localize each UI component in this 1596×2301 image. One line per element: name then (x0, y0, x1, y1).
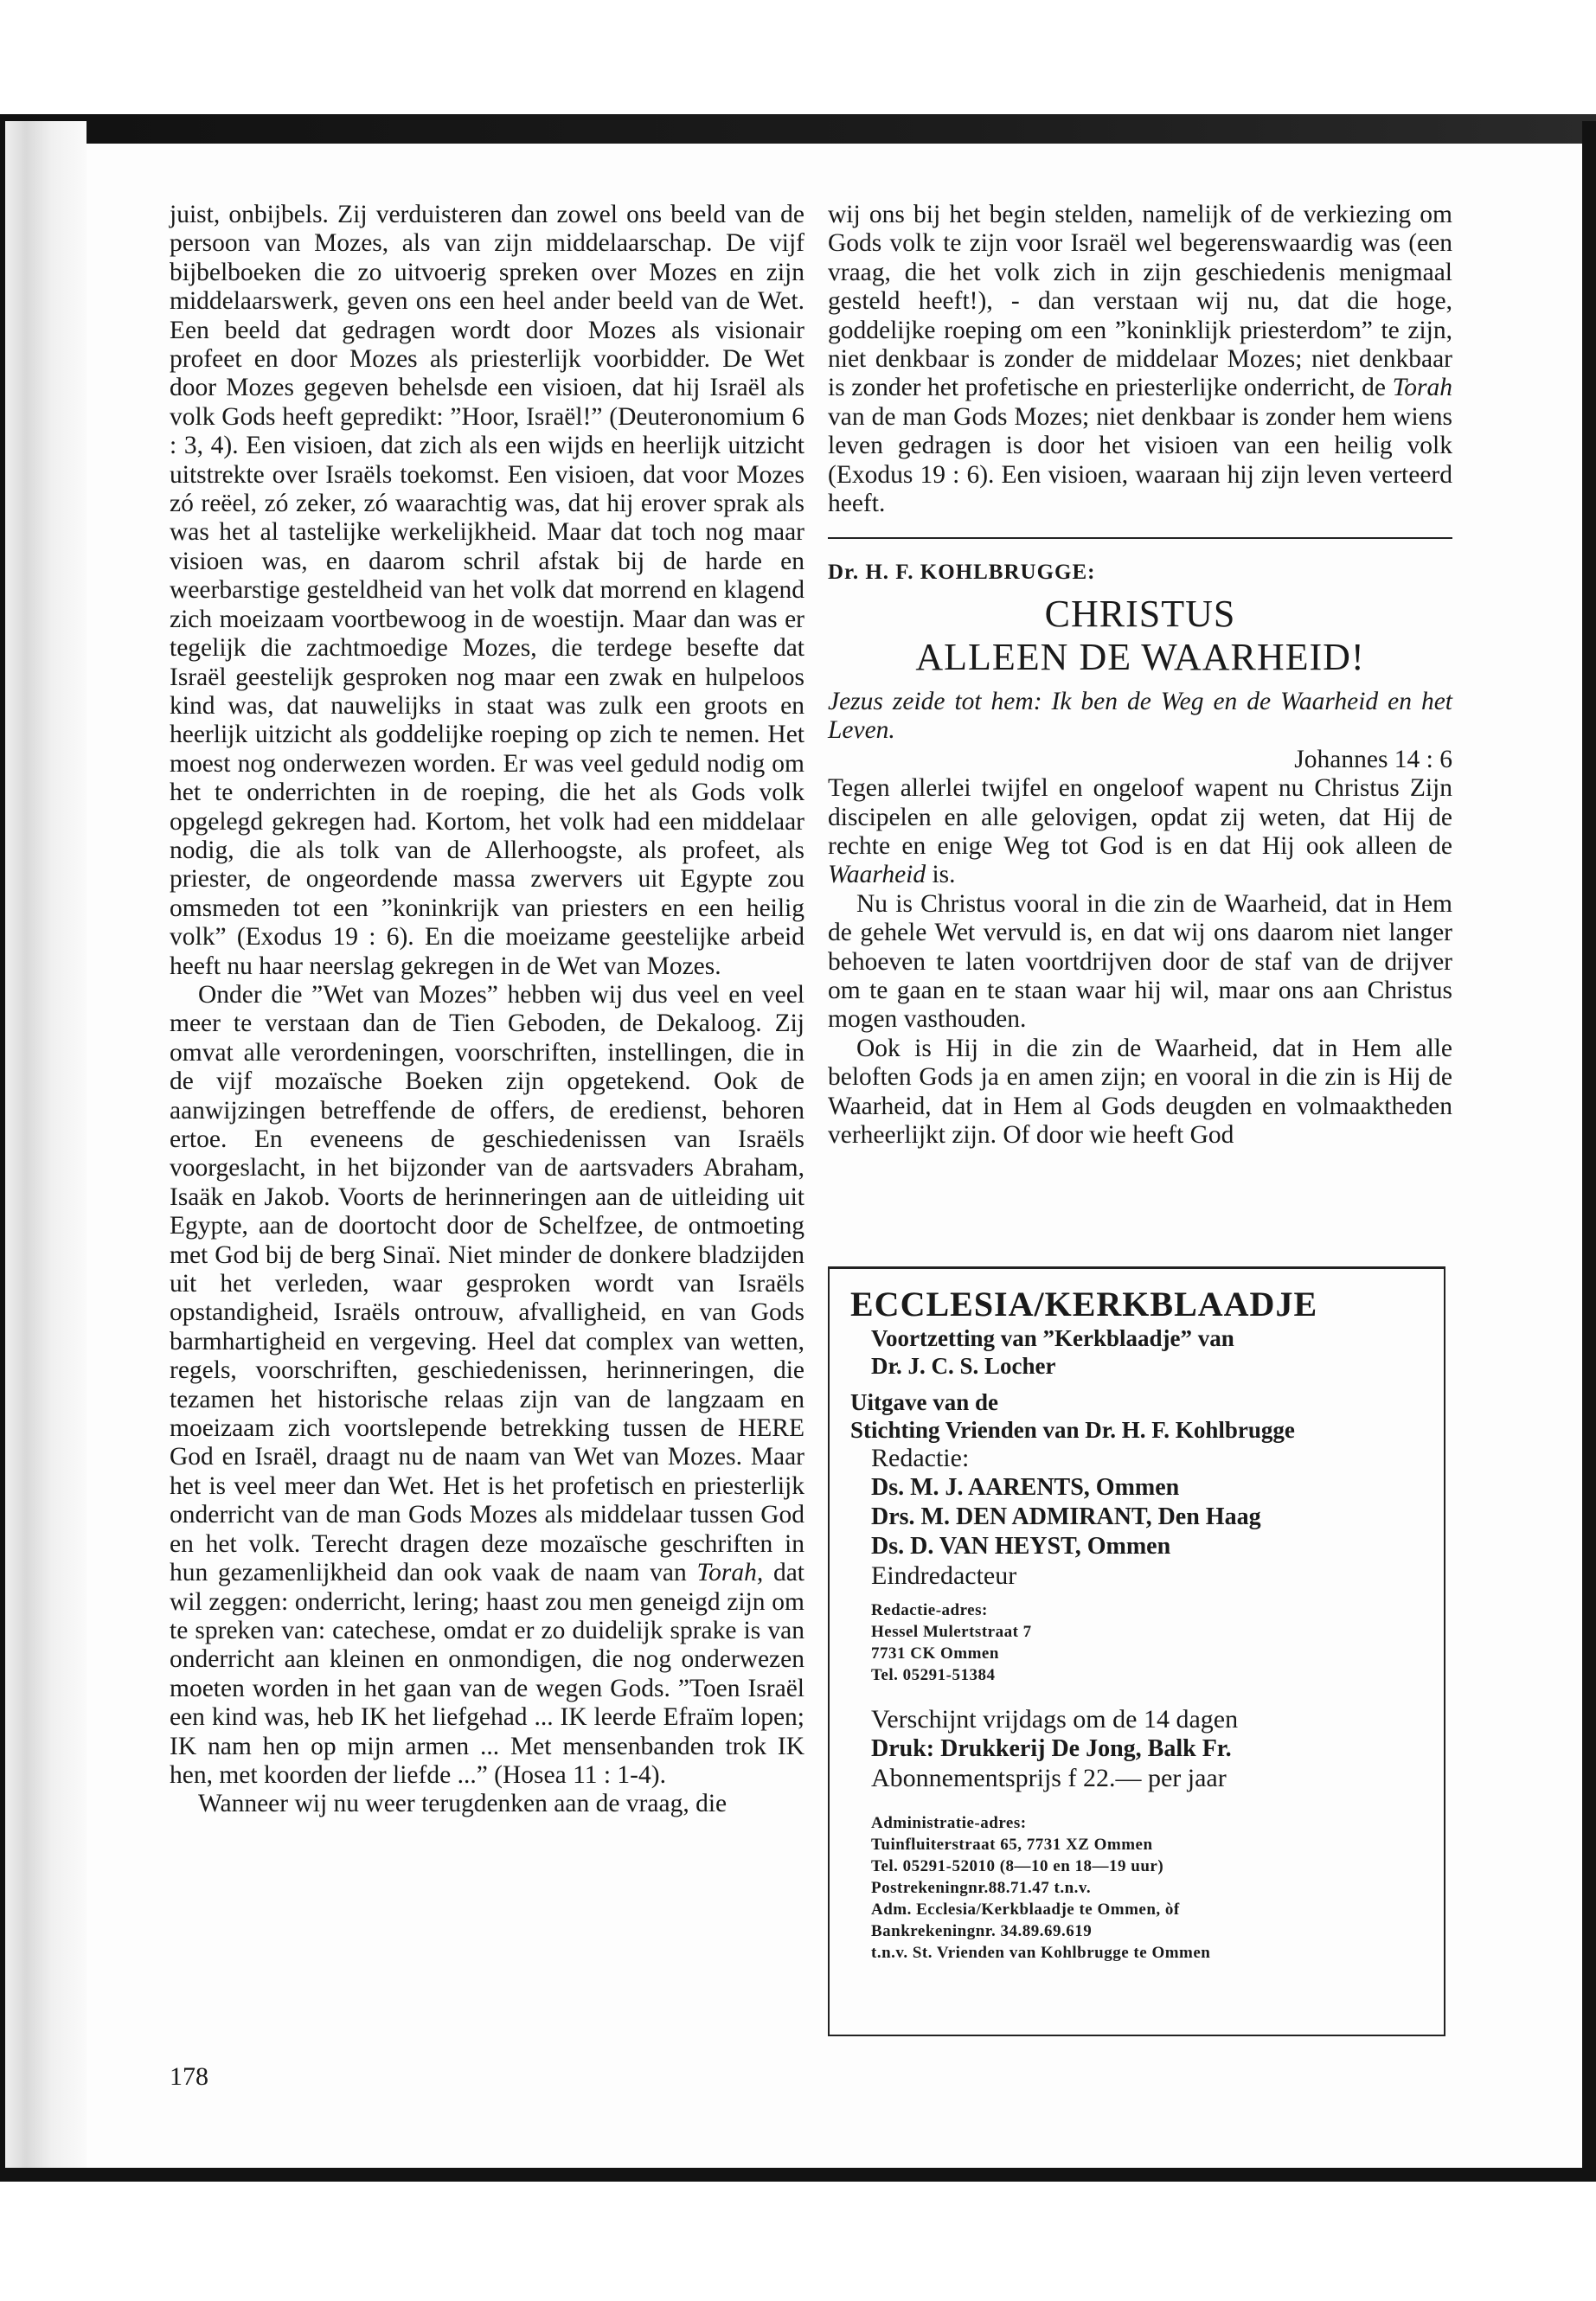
scan-top-border (0, 114, 1596, 144)
article-title (828, 593, 1452, 679)
admin-address-phone: Tel. 05291-52010 (8—10 en 18—19 uur) (871, 1857, 1164, 1875)
scripture-reference: Johannes 14 : 6 (1294, 745, 1452, 773)
admin-bank-holder: t.n.v. St. Vrienden van Kohlbrugge te Ommen (871, 1944, 1211, 1962)
colophon-subtitle-2: Dr. J. C. S. Locher (871, 1353, 1056, 1379)
colophon-chief-editor: Eindredacteur (871, 1561, 1017, 1590)
colophon-box (828, 1266, 1445, 2036)
admin-account-holder: Adm. Ecclesia/Kerkblaadje te Ommen, òf (871, 1900, 1180, 1919)
emphasis-torah: Torah (1392, 374, 1452, 402)
scan-bottom-border (0, 2168, 1596, 2182)
paragraph-continuation: wij ons bij het begin stelden, namelijk of de verkiezing om Gods volk te zijn voor Israël wel begerenswaardig was (een vraag, die het volk zich in zijn geschiedenis menigmaal gesteld heeft!), - dan verstaan wij nu, dat die hoge, goddelijke roeping om een ”koninklijk priesterdom” te zijn, niet denkbaar is zonder de middelaar Mozes; niet denkbaar is zonder het profetische en priesterlijke onderricht, de Torah van de man Gods Mozes; niet denkbaar is zonder hem wiens leven gedragen is door het visioen van een heilig volk (Exodus 19 : 6). Een visioen, waaraan hij zijn leven verteerd heeft. (828, 201, 1452, 518)
paragraph-law-fulfilled: Nu is Christus vooral in die zin de Waarheid, dat in Hem de gehele Wet vervuld is, en dat wij ons daarom niet langer behoeven te laten voortdrijven door de staf van de drijver om te gaan en te staan waar hij wil, maar ons aan Christus mogen vasthouden. (828, 889, 1452, 1034)
editorial-address-city: 7731 CK Ommen (871, 1644, 999, 1663)
paragraph-moses-law: juist, onbijbels. Zij verduisteren dan zowel ons beeld van de persoon van Mozes, als van zijn middelaarschap. De vijf bijbelboeken die zo uitvoerig spreken over Mozes en zijn middelaarswerk, geven ons een heel ander beeld van de Wet. Een beeld dat gedragen wordt door Mozes als visionair profeet en door Mozes als priesterlijk voorbidder. De Wet door Mozes gegeven behelsde een visioen, dat hij Israël als volk Gods heeft gepredikt: ”Hoor, Israël!” (Deuteronomium 6 : 3, 4). Een visioen, dat zich als een wijds en heerlijk uitzicht uitstrekte over Israëls toekomst. Een visioen, dat voor Mozes zó reëel, zó zeker, zó waarachtig was, dat hij erover sprak als was het al tastelijke werkelijkheid. Maar dat toch nog maar visioen was, en daarom schril afstak bij de harde en weerbarstige gesteldheid van het volk dat morrend en klagend zich moeizaam voortbewoog in de woestijn. Maar dan was er tegelijk die zachtmoedige Mozes, die terdege besefte dat Israël geestelijk gesproken nog maar een zwak en hulpeloos kind was, dat nauwelijks in staat was zulk een groots en heerlijk uitzicht als goddelijke roeping op zich te nemen. Het moest nog onderwezen worden. Er was veel geduld nodig om het te onderrichten in de roeping, die het als Gods volk opgelegd gekregen had. Kortom, het volk had een middelaar nodig, die als tolk van de Allerhoogste, als profeet, als priester, de ongeordende massa zwervers uit Egypte zou omsmeden tot een ”koninkrijk van priesters en een heilig volk” (Exodus 19 : 6). En die moeizame geestelijke arbeid heeft nu haar neerslag gekregen in de Wet van Mozes. (170, 201, 804, 980)
colophon-publisher-label: Uitgave van de (850, 1389, 998, 1415)
colophon-editors-label: Redactie: (871, 1444, 970, 1472)
colophon-schedule: Verschijnt vrijdags om de 14 dagen (871, 1705, 1239, 1734)
admin-postal-account: Postrekeningnr.88.71.47 t.n.v. (871, 1879, 1092, 1897)
book-spine-edge (0, 121, 87, 2180)
right-column (828, 201, 1452, 1150)
colophon-subtitle-1: Voortzetting van ”Kerkblaadje” van (871, 1325, 1234, 1351)
article-author: Dr. H. F. KOHLBRUGGE: (828, 561, 1096, 585)
admin-address-street: Tuinfluiterstraat 65, 7731 XZ Ommen (871, 1836, 1153, 1854)
editor-3: Ds. D. VAN HEYST, Ommen (871, 1533, 1171, 1560)
admin-address-label: Administratie-adres: (871, 1814, 1027, 1832)
editorial-address-phone: Tel. 05291-51384 (871, 1666, 996, 1684)
colophon-printer: Druk: Drukkerij De Jong, Balk Fr. (871, 1735, 1232, 1762)
colophon-price: Abonnementsprijs f 22.— per jaar (871, 1764, 1227, 1792)
emphasis-waarheid: Waarheid (828, 861, 926, 889)
paragraph-text: Onder die ”Wet van Mozes” hebben wij dus veel en veel meer te verstaan dan de Tien Geboden, de Dekaloog. Zij omvat alle verordeningen, voorschriften, instellingen, die in de vijf mozaïsche Boeken zijn opgetekend. Ook de aanwijzingen betreffende de offers, de eredienst, behoren ertoe. En eveneens de geschiedenissen van Israëls voorgeslacht, in het bijzonder van de aartsvaders Abraham, Isaäk en Jakob. Voorts de herinneringen aan de uitleiding uit Egypte, aan de doortocht door de Schelfzee, de ontmoeting met God bij de berg Sinaï. Niet minder de donkere bladzijden uit het verleden, waar gesproken wordt van Israëls opstandigheid, Israëls ontrouw, afvalligheid, en van Gods barmhartigheid en vergeving. Heel dat complex van wetten, regels, voorschriften, geschiedenissen, herinneringen, die tezamen het historische relaas zijn van de langzaam en moeizaam zich voortslepende betrekking tussen de HERE God en Israël, draagt nu de naam van Wet van Mozes. Maar het is veel meer dan Wet. Het is het profetisch en priesterlijk onderricht van de man Gods Mozes als middelaar tussen God en het volk. Terecht dragen deze mozaïsche geschriften in hun gezamenlijkheid dan ook vaak de naam van (170, 980, 804, 1587)
colophon-title: ECCLESIA/KERKBLAADJE (850, 1285, 1318, 1324)
article-title-line-1: CHRISTUS (1044, 592, 1236, 635)
editor-1: Ds. M. J. AARENTS, Ommen (871, 1474, 1180, 1501)
paragraph-way-to-god: Tegen allerlei twijfel en ongeloof wapent nu Christus Zijn discipelen en alle gelovigen, opdat zij weten, dat Hij de rechte en enige Weg tot God is en dat Hij ook alleen de Waarheid is. (828, 774, 1452, 889)
page-number: 178 (170, 2062, 208, 2091)
scripture-motto: Jezus zeide tot hem: Ik ben de Weg en de Waarheid en het Leven. (828, 687, 1452, 745)
editorial-address-street: Hessel Mulertstraat 7 (871, 1623, 1032, 1641)
left-column (170, 201, 804, 1819)
admin-bank-account: Bankrekeningnr. 34.89.69.619 (871, 1922, 1093, 1940)
emphasis-torah: Torah, (696, 1559, 764, 1587)
paragraph-text: dat wil zeggen: onderricht, lering; haast zou men geneigd zijn om te spreken van: catechese, omdat er zo duidelijk sprake is van onderricht aan kleinen en onmondigen, die nog onderwezen moeten worden in het gaan van de wegen Gods. ”Toen Israël een kind was, heb IK het liefgehad ... IK leerde Efraïm lopen; IK nam hen op mijn armen ... Met mensenbanden trok IK hen, met koorden der liefde ...” (Hosea 11 : 1-4). (170, 1559, 804, 1789)
section-divider (828, 537, 1452, 539)
editorial-address-label: Redactie-adres: (871, 1601, 988, 1619)
paragraph-law-of-moses (170, 981, 804, 1790)
paragraph-promises: Ook is Hij in die zin de Waarheid, dat in Hem alle beloften Gods ja en amen zijn; en vooral in die zin is Hij de Waarheid, dat in Hem al Gods deugden en volmaaktheden verheerlijkt zijn. Of door wie heeft God (828, 1034, 1452, 1149)
page-sheet (87, 144, 1582, 2168)
paragraph-closing-question: Wanneer wij nu weer terugdenken aan de vraag, die (198, 1790, 727, 1818)
editor-2: Drs. M. DEN ADMIRANT, Den Haag (871, 1503, 1261, 1530)
scan-right-border (1582, 121, 1596, 2180)
colophon-publisher: Stichting Vrienden van Dr. H. F. Kohlbrugge (850, 1417, 1295, 1443)
article-title-line-2: ALLEEN DE WAARHEID! (915, 635, 1365, 678)
